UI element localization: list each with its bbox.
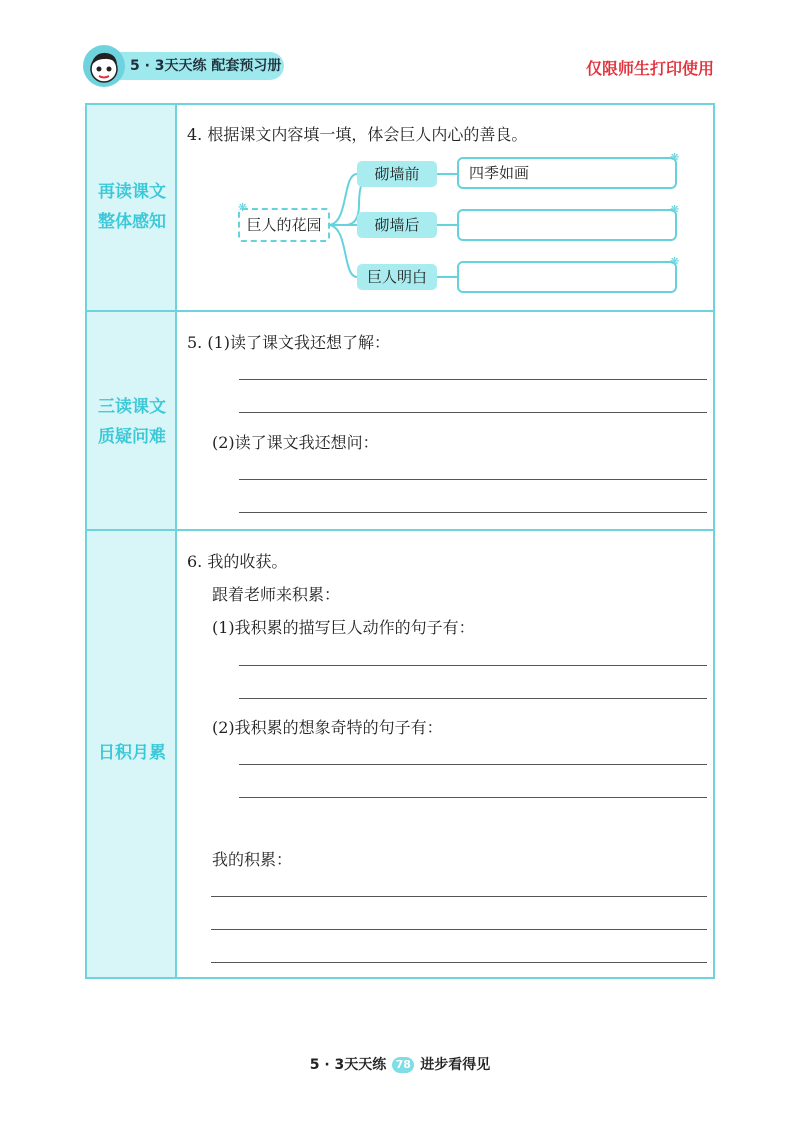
student-avatar-icon bbox=[82, 44, 126, 88]
question-4-prompt: 4. 根据课文内容填一填，体会巨人内心的善良。 bbox=[187, 125, 528, 144]
sparkle-icon: ❋ bbox=[238, 201, 248, 214]
answer-box-giant-understood[interactable] bbox=[457, 261, 677, 293]
sparkle-icon: ❋ bbox=[670, 151, 680, 164]
sparkle-icon: ❋ bbox=[670, 203, 680, 216]
my-accumulation-label: 我的积累： bbox=[212, 850, 293, 869]
question-6-item-1: (1)我积累的描写巨人动作的句子有： bbox=[212, 618, 475, 637]
row-divider bbox=[87, 310, 713, 312]
branch-label-after-wall: 砌墙后 bbox=[357, 212, 437, 238]
answer-line[interactable] bbox=[239, 412, 707, 413]
answer-line[interactable] bbox=[239, 479, 707, 480]
branch-label-giant-understood: 巨人明白 bbox=[357, 264, 437, 290]
page-footer bbox=[0, 1054, 800, 1074]
answer-line[interactable] bbox=[239, 698, 707, 699]
question-5-prompt-1: 5. (1)读了课文我还想了解： bbox=[187, 333, 391, 352]
answer-line[interactable] bbox=[239, 665, 707, 666]
worksheet-table bbox=[85, 103, 715, 979]
series-title: 5 · 3天天练 配套预习册 bbox=[130, 58, 282, 74]
page-number: 78 bbox=[392, 1057, 414, 1073]
sparkle-icon: ❋ bbox=[670, 255, 680, 268]
answer-line[interactable] bbox=[239, 379, 707, 380]
section-label-accumulate: 日积月累 bbox=[98, 743, 166, 763]
question-6-prompt: 6. 我的收获。 bbox=[187, 552, 288, 571]
section-label-reread: 再读课文 整体感知 bbox=[98, 182, 166, 232]
row-divider bbox=[87, 529, 713, 531]
answer-line[interactable] bbox=[211, 929, 707, 930]
answer-line[interactable] bbox=[239, 797, 707, 798]
branch-label-before-wall: 砌墙前 bbox=[357, 161, 437, 187]
answer-line[interactable] bbox=[239, 512, 707, 513]
question-5-prompt-2: (2)读了课文我还想问： bbox=[212, 433, 379, 452]
footer-series: 5 · 3天天练 bbox=[309, 1057, 387, 1073]
footer-slogan: 进步看得见 bbox=[420, 1057, 491, 1073]
section-label-question: 三读课文 质疑问难 bbox=[98, 397, 166, 447]
answer-line[interactable] bbox=[211, 896, 707, 897]
mindmap-center: 巨人的花园 bbox=[238, 208, 330, 242]
answer-line[interactable] bbox=[239, 764, 707, 765]
answer-box-after-wall[interactable] bbox=[457, 209, 677, 241]
question-6-item-2: (2)我积累的想象奇特的句子有： bbox=[212, 718, 443, 737]
answer-line[interactable] bbox=[211, 962, 707, 963]
print-notice: 仅限师生打印使用 bbox=[585, 59, 714, 78]
question-6-subtitle: 跟着老师来积累： bbox=[212, 585, 341, 604]
answer-box-before-wall[interactable]: 四季如画 bbox=[457, 157, 677, 189]
